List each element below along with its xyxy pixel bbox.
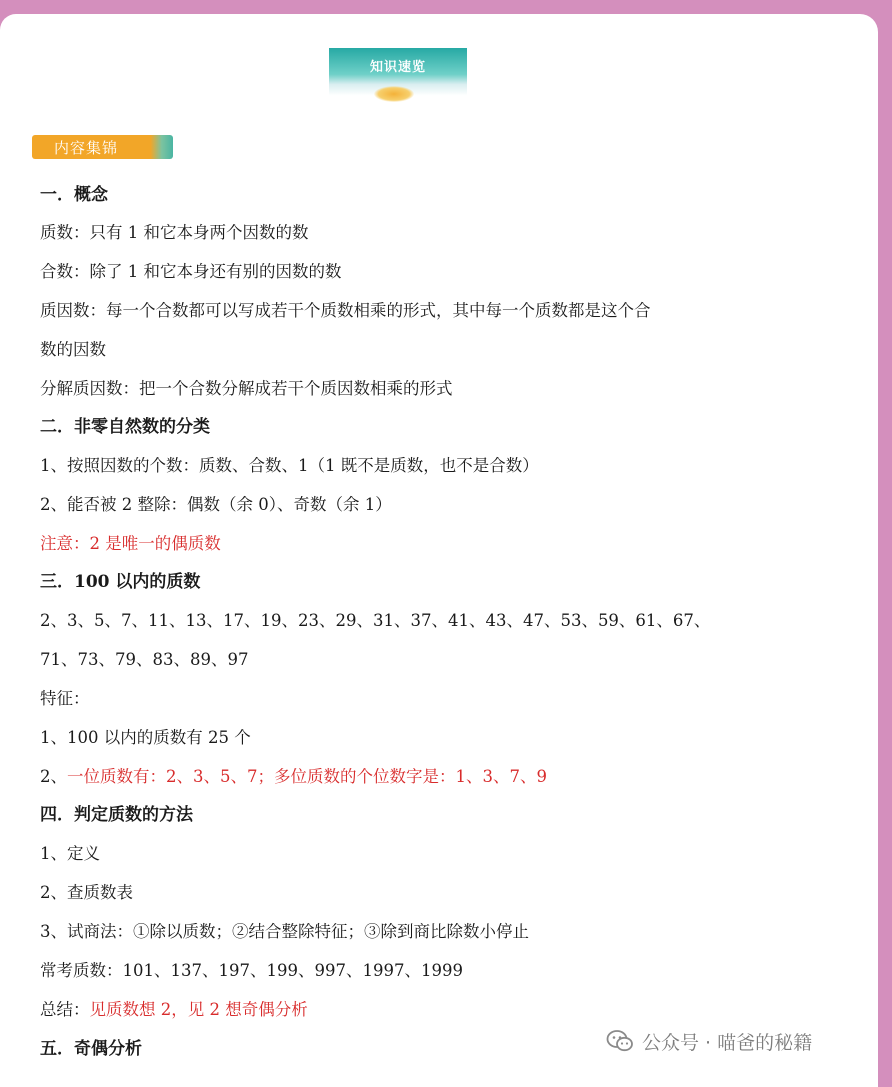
- text-prefix: 总结：: [40, 1000, 90, 1019]
- text-line: 常考质数：101、137、197、199、997、1997、1999: [40, 961, 463, 980]
- text-line: 分解质因数：把一个合数分解成若干个质因数相乘的形式: [40, 379, 453, 398]
- text-line: 1、100 以内的质数有 25 个: [40, 728, 251, 747]
- note-line: 注意：2 是唯一的偶质数: [40, 534, 221, 553]
- highlight-text: 见质数想 2，见 2 想奇偶分析: [89, 1000, 308, 1019]
- text-prefix: 2、: [40, 767, 67, 786]
- text-line: [40, 766, 547, 788]
- document-page: [0, 14, 878, 1087]
- heading-concepts: 一．概念: [40, 185, 108, 205]
- text-line: 质因数：每一个合数都可以写成若干个质数相乘的形式，其中每一个质数都是这个合: [40, 301, 651, 320]
- text-line: 71、73、79、83、89、97: [40, 650, 249, 669]
- text-line: 3、试商法：①除以质数；②结合整除特征；③除到商比除数小停止: [40, 922, 529, 941]
- banner-title: 知识速览: [369, 59, 426, 74]
- text-line: 特征：: [40, 689, 90, 708]
- section-tag: [32, 135, 173, 159]
- watermark-text: 公众号 · 喵爸的秘籍: [642, 1031, 813, 1054]
- highlight-text: 一位质数有：2、3、5、7；多位质数的个位数字是：1、3、7、9: [67, 767, 547, 786]
- text-line: 2、能否被 2 整除：偶数（余 0）、奇数（余 1）: [40, 495, 392, 514]
- banner-decoration: [374, 86, 414, 102]
- text-line: 质数：只有 1 和它本身两个因数的数: [40, 223, 309, 242]
- text-line: 1、按照因数的个数：质数、合数、1（1 既不是质数，也不是合数）: [40, 456, 539, 475]
- heading-parity: 五．奇偶分析: [40, 1039, 142, 1059]
- heading-primes-under-100: 三．100 以内的质数: [40, 572, 201, 592]
- section-tag-label: 内容集锦: [54, 140, 119, 157]
- text-line: 合数：除了 1 和它本身还有别的因数的数: [40, 262, 342, 281]
- text-line: 数的因数: [40, 340, 106, 359]
- text-line: 1、定义: [40, 844, 100, 863]
- heading-methods: 四．判定质数的方法: [40, 805, 193, 825]
- header-banner-image: [329, 48, 467, 114]
- text-line: [40, 999, 308, 1021]
- text-line: 2、3、5、7、11、13、17、19、23、29、31、37、41、43、47、53、59、61、67、: [40, 611, 711, 630]
- heading-classification: 二．非零自然数的分类: [40, 417, 210, 437]
- watermark: [606, 1028, 812, 1054]
- wechat-official-account-icon: [606, 1029, 634, 1053]
- text-line: 2、查质数表: [40, 883, 133, 902]
